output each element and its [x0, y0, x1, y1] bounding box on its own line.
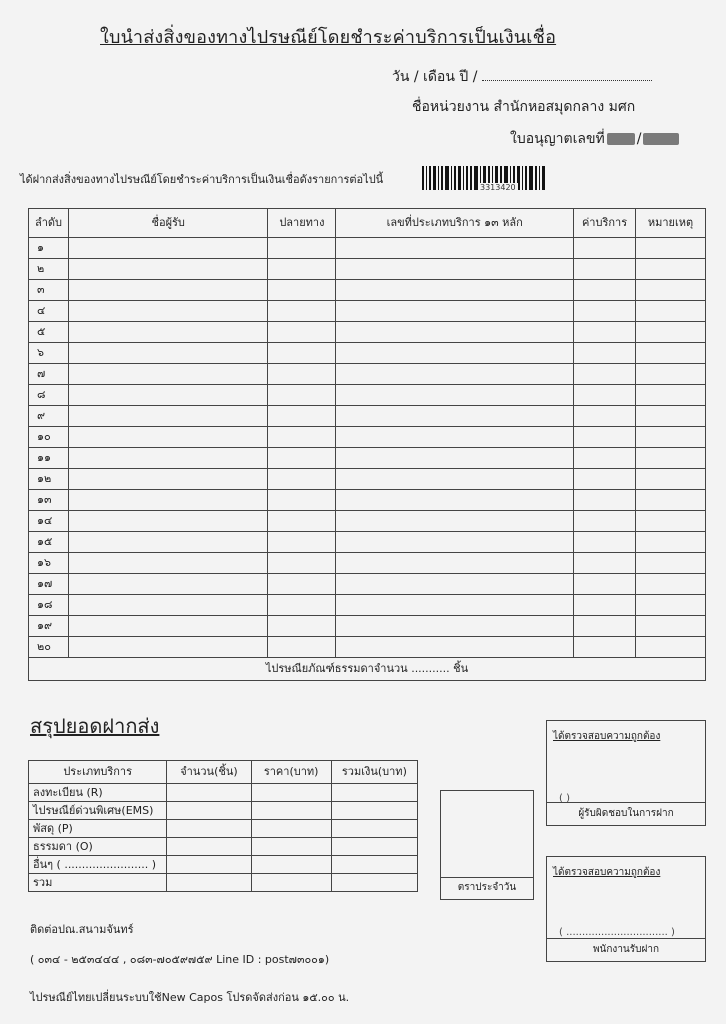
destination-cell: [268, 385, 336, 406]
table-row: [29, 532, 706, 553]
recipient-cell: [68, 637, 267, 658]
fee-cell: [574, 448, 636, 469]
fee-cell: [574, 406, 636, 427]
quantity-cell: [167, 838, 251, 856]
fee-cell: [574, 301, 636, 322]
col-header-tracking-number: เลขที่ประเภทบริการ ๑๓ หลัก: [336, 209, 574, 238]
signature-blank: ( ): [559, 793, 570, 804]
fee-cell: [574, 385, 636, 406]
table-row: [29, 406, 706, 427]
date-label: วัน / เดือน ปี /: [392, 69, 482, 85]
recipient-cell: [68, 301, 267, 322]
col-header-recipient: ชื่อผู้รับ: [68, 209, 267, 238]
table-row: [29, 595, 706, 616]
row-number: ๑๕: [29, 532, 69, 553]
row-number: ๑๓: [29, 490, 69, 511]
shipment-table: [28, 208, 706, 681]
contact-office: ติดต่อปณ.สนามจันทร์: [30, 923, 134, 936]
tracking-cell: [336, 406, 574, 427]
date-stamp-label: ตราประจำวัน: [441, 877, 533, 895]
row-number: ๒: [29, 259, 69, 280]
date-stamp-box: [440, 790, 534, 900]
table-row: [29, 280, 706, 301]
recipient-cell: [68, 385, 267, 406]
destination-cell: [268, 280, 336, 301]
fee-cell: [574, 343, 636, 364]
service-type: ธรรมดา (O): [29, 838, 167, 856]
service-type: รวม: [29, 874, 167, 892]
unit-name: ชื่อหน่วยงาน สำนักหอสมุดกลาง มศก: [412, 99, 636, 115]
verification-title: ได้ตรวจสอบความถูกต้อง: [553, 731, 661, 742]
row-number: ๒๐: [29, 637, 69, 658]
tracking-cell: [336, 448, 574, 469]
summary-col-price: ราคา(บาท): [251, 761, 331, 784]
summary-col-service: ประเภทบริการ: [29, 761, 167, 784]
tracking-cell: [336, 343, 574, 364]
recipient-cell: [68, 238, 267, 259]
fee-cell: [574, 427, 636, 448]
row-number: ๔: [29, 301, 69, 322]
destination-cell: [268, 343, 336, 364]
price-cell: [251, 838, 331, 856]
quantity-cell: [167, 784, 251, 802]
license-line: [510, 128, 681, 150]
remarks-cell: [636, 532, 706, 553]
tracking-cell: [336, 511, 574, 532]
fee-cell: [574, 532, 636, 553]
summary-row: [29, 838, 418, 856]
contact-phone-line: ( ๐๓๔ - ๒๕๓๔๔๔ , ๐๘๓-๗๐๕๙๗๕๙ Line ID : post๗๓๐๐๑): [30, 953, 330, 966]
destination-cell: [268, 511, 336, 532]
remarks-cell: [636, 553, 706, 574]
tracking-cell: [336, 259, 574, 280]
remarks-cell: [636, 385, 706, 406]
row-number: ๑๑: [29, 448, 69, 469]
fee-cell: [574, 490, 636, 511]
summary-row: [29, 802, 418, 820]
quantity-cell: [167, 856, 251, 874]
table-row: [29, 553, 706, 574]
destination-cell: [268, 469, 336, 490]
row-number: ๑: [29, 238, 69, 259]
destination-cell: [268, 322, 336, 343]
license-label: ใบอนุญาตเลขที่: [510, 131, 605, 147]
fee-cell: [574, 280, 636, 301]
destination-cell: [268, 490, 336, 511]
destination-cell: [268, 427, 336, 448]
price-cell: [251, 784, 331, 802]
remarks-cell: [636, 574, 706, 595]
tracking-cell: [336, 427, 574, 448]
row-number: ๑๘: [29, 595, 69, 616]
recipient-cell: [68, 490, 267, 511]
remarks-cell: [636, 238, 706, 259]
recipient-cell: [68, 406, 267, 427]
fee-cell: [574, 364, 636, 385]
remarks-cell: [636, 406, 706, 427]
summary-row: [29, 820, 418, 838]
fee-cell: [574, 511, 636, 532]
row-number: ๓: [29, 280, 69, 301]
summary-col-total: รวมเงิน(บาท): [331, 761, 417, 784]
row-number: ๑๒: [29, 469, 69, 490]
service-type: ลงทะเบียน (R): [29, 784, 167, 802]
clerk-verification-box: [546, 856, 706, 962]
row-number: ๙: [29, 406, 69, 427]
remarks-cell: [636, 469, 706, 490]
summary-heading: สรุปยอดฝากส่ง: [30, 714, 160, 738]
tracking-cell: [336, 469, 574, 490]
recipient-cell: [68, 469, 267, 490]
recipient-cell: [68, 532, 267, 553]
summary-row: [29, 856, 418, 874]
tracking-cell: [336, 490, 574, 511]
recipient-cell: [68, 280, 267, 301]
row-number: ๗: [29, 364, 69, 385]
recipient-cell: [68, 322, 267, 343]
summary-table: [28, 760, 418, 892]
remarks-cell: [636, 490, 706, 511]
table-row: [29, 637, 706, 658]
remarks-cell: [636, 448, 706, 469]
date-line: [392, 66, 652, 88]
tracking-cell: [336, 532, 574, 553]
tracking-cell: [336, 637, 574, 658]
remarks-cell: [636, 427, 706, 448]
fee-cell: [574, 616, 636, 637]
table-row: [29, 511, 706, 532]
remarks-cell: [636, 343, 706, 364]
table-row: [29, 259, 706, 280]
verification-title: ได้ตรวจสอบความถูกต้อง: [553, 867, 661, 878]
summary-row: [29, 784, 418, 802]
tracking-cell: [336, 616, 574, 637]
tracking-cell: [336, 364, 574, 385]
remarks-cell: [636, 259, 706, 280]
quantity-cell: [167, 820, 251, 838]
table-footer-row: [29, 658, 706, 681]
fee-cell: [574, 322, 636, 343]
total-cell: [331, 820, 417, 838]
total-cell: [331, 838, 417, 856]
table-row: [29, 574, 706, 595]
row-number: ๑๔: [29, 511, 69, 532]
price-cell: [251, 802, 331, 820]
intro-text: ได้ฝากส่งสิ่งของทางไปรษณีย์โดยชำระค่าบริการเป็นเงินเชื่อดังรายการต่อไปนี้: [20, 173, 384, 186]
fee-cell: [574, 259, 636, 280]
destination-cell: [268, 616, 336, 637]
remarks-cell: [636, 511, 706, 532]
tracking-cell: [336, 574, 574, 595]
sender-verification-box: [546, 720, 706, 826]
table-row: [29, 490, 706, 511]
license-separator: /: [636, 131, 642, 147]
col-header-remarks: หมายเหตุ: [636, 209, 706, 238]
quantity-cell: [167, 802, 251, 820]
remarks-cell: [636, 280, 706, 301]
tracking-cell: [336, 595, 574, 616]
service-type: ไปรษณีย์ด่วนพิเศษ(EMS): [29, 802, 167, 820]
price-cell: [251, 820, 331, 838]
tracking-cell: [336, 385, 574, 406]
fee-cell: [574, 469, 636, 490]
table-row: [29, 427, 706, 448]
capos-notice: ไปรษณีย์ไทยเปลี่ยนระบบใช้New Capos โปรดจัดส่งก่อน ๑๕.๐๐ น.: [30, 991, 350, 1004]
ordinary-mail-count: ไปรษณียภัณฑ์ธรรมดาจำนวน ........... ชิ้น: [29, 658, 706, 681]
table-row: [29, 616, 706, 637]
remarks-cell: [636, 301, 706, 322]
destination-cell: [268, 259, 336, 280]
row-number: ๑๗: [29, 574, 69, 595]
destination-cell: [268, 301, 336, 322]
recipient-cell: [68, 553, 267, 574]
redacted-block: [643, 133, 679, 145]
col-header-destination: ปลายทาง: [268, 209, 336, 238]
table-row: [29, 238, 706, 259]
barcode-number: 3313420: [480, 183, 516, 192]
row-number: ๑๖: [29, 553, 69, 574]
table-row: [29, 301, 706, 322]
recipient-cell: [68, 574, 267, 595]
service-type: อื่นๆ ( ........................ ): [29, 856, 167, 874]
summary-col-quantity: จำนวน(ชิ้น): [167, 761, 251, 784]
table-row: [29, 448, 706, 469]
recipient-cell: [68, 595, 267, 616]
fee-cell: [574, 238, 636, 259]
remarks-cell: [636, 595, 706, 616]
tracking-cell: [336, 322, 574, 343]
clerk-role-label: พนักงานรับฝาก: [547, 938, 705, 957]
recipient-cell: [68, 259, 267, 280]
signature-blank: ( ................................ ): [559, 927, 675, 938]
row-number: ๑๐: [29, 427, 69, 448]
remarks-cell: [636, 637, 706, 658]
recipient-cell: [68, 448, 267, 469]
quantity-cell: [167, 874, 251, 892]
total-cell: [331, 874, 417, 892]
sender-role-label: ผู้รับผิดชอบในการฝาก: [547, 802, 705, 821]
destination-cell: [268, 364, 336, 385]
fee-cell: [574, 637, 636, 658]
col-header-fee: ค่าบริการ: [574, 209, 636, 238]
table-row: [29, 364, 706, 385]
fee-cell: [574, 574, 636, 595]
document-title: ใบนำส่งสิ่งของทางไปรษณีย์โดยชำระค่าบริการเป็นเงินเชื่อ: [100, 27, 557, 48]
table-row: [29, 469, 706, 490]
destination-cell: [268, 574, 336, 595]
recipient-cell: [68, 511, 267, 532]
destination-cell: [268, 448, 336, 469]
col-header-order: ลำดับ: [29, 209, 69, 238]
summary-header-row: [29, 761, 418, 784]
destination-cell: [268, 595, 336, 616]
destination-cell: [268, 238, 336, 259]
total-cell: [331, 856, 417, 874]
tracking-cell: [336, 553, 574, 574]
remarks-cell: [636, 322, 706, 343]
remarks-cell: [636, 364, 706, 385]
row-number: ๘: [29, 385, 69, 406]
remarks-cell: [636, 616, 706, 637]
row-number: ๑๙: [29, 616, 69, 637]
table-row: [29, 322, 706, 343]
fee-cell: [574, 595, 636, 616]
fee-cell: [574, 553, 636, 574]
price-cell: [251, 856, 331, 874]
recipient-cell: [68, 343, 267, 364]
tracking-cell: [336, 238, 574, 259]
table-row: [29, 343, 706, 364]
total-cell: [331, 784, 417, 802]
table-row: [29, 385, 706, 406]
date-blank: [482, 68, 652, 81]
recipient-cell: [68, 427, 267, 448]
tracking-cell: [336, 280, 574, 301]
summary-row: [29, 874, 418, 892]
row-number: ๖: [29, 343, 69, 364]
total-cell: [331, 802, 417, 820]
recipient-cell: [68, 616, 267, 637]
service-type: พัสดุ (P): [29, 820, 167, 838]
redacted-block: [607, 133, 635, 145]
destination-cell: [268, 532, 336, 553]
price-cell: [251, 874, 331, 892]
recipient-cell: [68, 364, 267, 385]
destination-cell: [268, 637, 336, 658]
table-header-row: [29, 209, 706, 238]
destination-cell: [268, 406, 336, 427]
tracking-cell: [336, 301, 574, 322]
row-number: ๕: [29, 322, 69, 343]
destination-cell: [268, 553, 336, 574]
